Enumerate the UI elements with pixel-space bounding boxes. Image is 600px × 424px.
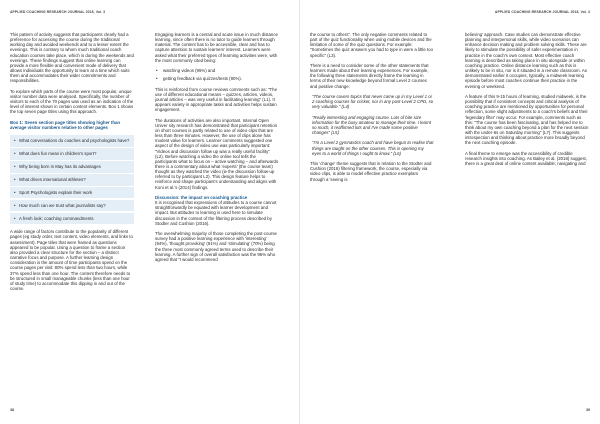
text-column-3 bbox=[310, 32, 434, 187]
paragraph: A wide range of factors contribute to the popularity of different pages (eg study order, text content, video elements, and links to assessment). Page titles that were framed as questions appeared to be popular. Using a question to frame a section also provided a clear structure for the section – a distinct narrative focus and purpose. A further learning design consideration is the amount of time participants spend on the course pages per visit: 80% spend less than two hours, while 37% spend less than one hour. The content therefore needs to be structured in small manageable chunks (less than one hour of study time) to accommodate this dipping in and out of the course. bbox=[10, 229, 133, 291]
paragraph: A final theme to emerge was the accessibility of credible research insights into coaching. As Bailey et al. (2018) suggest, there is a great deal of online content available; navigating and bbox=[465, 150, 587, 166]
bullet-list bbox=[155, 68, 279, 81]
paragraph: It is recognised that expressions of attitudes to a course cannot straightforwardly be equated with learner development and impact. But attitudes to learning is used here to simulate discussion in the context of the filtering process described by Stodter and Cushion (2016). bbox=[155, 200, 277, 226]
box-item: • What drives international athletes? bbox=[10, 174, 134, 186]
pull-quote: "The course covers topics that never came up in my Level 1 or 2 coaching courses for cricket, nor in any post-Level 2 CPD, so very valuable." (L4) bbox=[312, 93, 434, 110]
text-column-4 bbox=[465, 32, 589, 171]
right-page bbox=[300, 0, 600, 424]
box-item: • Sport Psychologists explain their work bbox=[10, 187, 134, 199]
paragraph: believing' approach. Case studies can demonstrate effective planning and interpersonal skills, while video scenarios can enhance decision making and problem solving skills. These are likely to stimulate the possibility of safer experimentation in practice in the coach's own context. Most effective coach learning is described as taking place in situ alongside or within coaching practice. Online distance learning such as this is unlikely to be in situ, nor is it situated in a remote classroom. As demonstrated earlier it occupies, typically, a midweek learning episode before most coaches continue their practice in the evening or weekend. bbox=[465, 32, 587, 89]
box-item: • How much can we trust what journalists say? bbox=[10, 200, 134, 212]
pull-quote: "I'm a Level 2 gymnastics coach and have begun to realise that things are taught on the other courses. This is opening my eyes to a world of things I ought to know." (L6) bbox=[312, 140, 434, 156]
paragraph: A feature of this 9-15 hours of learning, studied midweek, is the possibility that if consistent concepts and critical analysis of coaching practice are mentioned by opportunities for personal reflection, some slight adjustments to a coach's beliefs and their 'legendary filter' may occur. For example, comments such as this: "The course has been fascinating, and has helped me to think about my own coaching beyond a plan for the next session with the under-6s on Saturday morning" (L7). This suggests introspection and thinking about practice more broadly beyond the next coaching episode. bbox=[465, 93, 589, 146]
box-title: Box 1: Seven section page titles showing higher than average visitor numbers relative to other pages bbox=[10, 119, 121, 130]
running-head: APPLIED COACHING RESEARCH JOURNAL 2018, Vol. 3 bbox=[494, 10, 590, 14]
box-list bbox=[10, 135, 134, 224]
pull-quote: "Really interesting and engaging course. Lots of bite size information for the busy amateur to manage their time. I learnt so much, it reaffirmed lots and I've made some positive changes" (L5) bbox=[312, 114, 432, 136]
section-heading: Discussion: the impact on coaching practice bbox=[155, 194, 248, 200]
paragraph: This is reinforced from course reviews comments such as: "The use of different educational means – quizzes, articles, videos, journal articles – was very useful in facilitating learning" (L1). It appears variety in appropriate tasks and activities helps sustain engagement. bbox=[155, 86, 278, 113]
text-column-1 bbox=[10, 32, 134, 296]
paragraph: To explore which parts of the course were most popular, unique visitor number data were analysed. Specifically, the number of visitors to each of the 70 pages was used as an indication of the level of interest shown in certain content elements. Box 1 shows the top seven page titles using this approach. bbox=[10, 88, 134, 115]
box-item: • Why being born in May has its advantages bbox=[10, 161, 134, 173]
box-item: • A fresh look; coaching commandments bbox=[10, 213, 134, 225]
paragraph: Engaging learners is a central and acute issue in much distance learning, since often there is no tutor to guide learners through material. The content has to be accessible, clear and has to capture attention to sustain learners' interest. Learners were asked what their preferred types of learning activities were, with the most commonly cited being: bbox=[155, 32, 278, 63]
page-number: 39 bbox=[586, 408, 590, 412]
box-item: • What does fun mean in children's sport? bbox=[10, 148, 134, 160]
paragraph: the course to others". The only negative comments related to part of the quiz functionality when using mobile devices and the limitation of some of the quiz questions. For example: "Sometimes the quiz answers you had to type in were a little too specific" (L3). bbox=[310, 32, 433, 58]
paragraph: There is a need to consider some of the other statements that learners made about their learning experiences. For example, the following three statements directly frame the learning in terms of their new knowledge beyond formal Level 2 courses and positive change: bbox=[310, 62, 429, 89]
box-item: • What conversations do coaches and psychologists have? bbox=[10, 135, 134, 147]
bullet-item: • getting feedback via quizzes/tests (90%). bbox=[155, 76, 279, 81]
text-column-2 bbox=[155, 32, 279, 267]
page-number: 38 bbox=[10, 408, 14, 412]
box-1 bbox=[10, 120, 134, 225]
paragraph: The overwhelming majority of those completing the post-course survey had a positive learning experience with 'interesting' (94%), 'thought provoking' (91%) and 'stimulating' (70%) being the three most commonly agreed terms used to describe their learning. A further sign of overall satisfaction was the 96% who agreed that "I would recommend bbox=[155, 231, 277, 262]
paragraph: The durations of activities are also important. Internal Open Univer sity research has demonstrated that participant retention on short courses is partly related to use of video clips that are less than three minutes. However, the use of clips alone has modest value for learners. Learner comments suggested one aspect of the design of video use was particularly important: "Videos and discussion follow up was a really useful facility" (L2). Before watching a video the online tool tells the participants what to focus on – active watching – and afterwards there is a commentary about what 'experts' (the course team) thought as they watched the video (ie the discussion follow-up referred to by participant L2). This design feature helps to reinforce and shape participant's understanding and aligns with Koni et al.'s (2014) findings. bbox=[155, 117, 279, 190]
paragraph: This pattern of activity suggests that participants clearly had a preference for accessing the course during the traditional working day and avoided weekends and to a lesser extent the evenings. This is contrary to whom much traditional coach education courses take place, which is during the weekends and evenings. These findings suggest that online learning can provide a more flexible and convenient mode of delivery that allows individuals the opportunity to learn at a time which suits them and accommodates their wider commitments and responsibilities. bbox=[10, 32, 134, 84]
paragraph: This 'change' theme suggests that in relation to the Stodter and Cushion (2016) filtering framework, the course, especially via video clips, is able to model effective practice exemplars through a 'seeing is bbox=[310, 161, 432, 182]
bullet-item: • watching videos (95%) and bbox=[155, 68, 279, 73]
running-head: APPLIED COACHING RESEARCH JOURNAL 2018, Vol. 3 bbox=[10, 10, 106, 14]
